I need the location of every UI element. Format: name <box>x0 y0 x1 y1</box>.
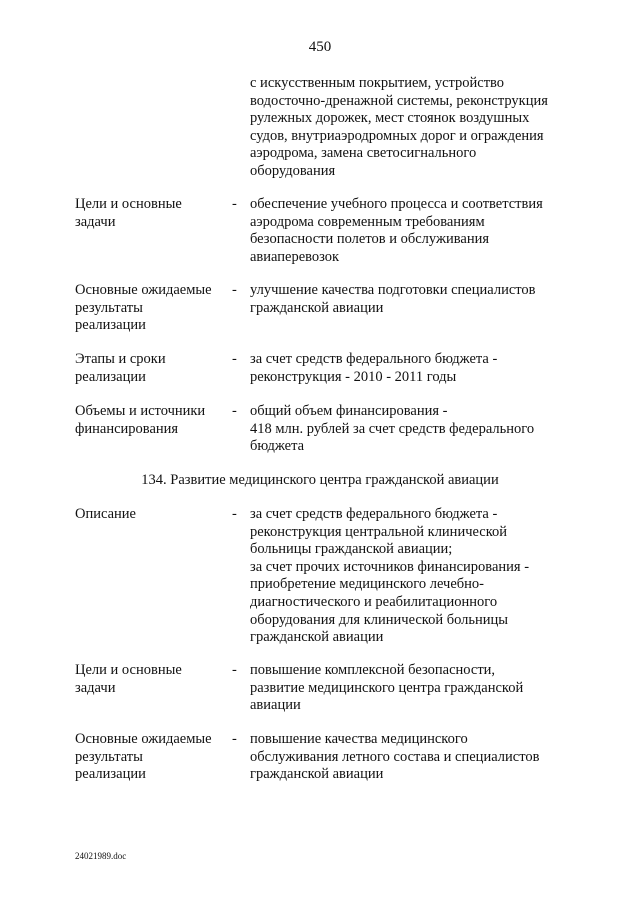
text-line: судов, внутриаэродромных дорог и ограждения <box>250 127 544 144</box>
row-dash: - <box>232 403 237 419</box>
row-label: Цели и основные задачи <box>75 662 182 696</box>
row-label: Основные ожидаемые результаты реализации <box>75 282 212 334</box>
row-value: за счет средств федерального бюджета - реконструкция центральной клинической больницы гражданской авиации; за счет прочих источников финансирования - приобретение медицинского лечебно- диагностического и реабилитационного оборудования для клинической больницы гражданской авиации <box>250 506 530 646</box>
row-value: улучшение качества подготовки специалистов гражданской авиации <box>250 282 536 316</box>
text-line: рулежных дорожек, мест стоянок воздушных <box>250 110 530 127</box>
row-dash: - <box>232 506 237 522</box>
row-dash: - <box>232 662 237 678</box>
row-value: за счет средств федерального бюджета - реконструкция - 2010 - 2011 годы <box>250 351 498 385</box>
section-heading: 134. Развитие медицинского центра гражданской авиации <box>141 472 499 488</box>
row-dash: - <box>232 351 237 367</box>
row-label: Цели и основные задачи <box>75 196 182 230</box>
row-value: общий объем финансирования - 418 млн. рублей за счет средств федерального бюджета <box>250 403 535 455</box>
text-line: с искусственным покрытием, устройство <box>250 75 505 91</box>
row-label: Описание <box>75 506 136 522</box>
row-value: повышение комплексной безопасности, развитие медицинского центра гражданской авиации <box>250 662 524 714</box>
row-dash: - <box>232 196 237 212</box>
continuation-text <box>250 75 548 181</box>
footer-filename: 24021989.doc <box>75 851 127 861</box>
text-line: водосточно-дренажной системы, реконструкция <box>250 92 548 109</box>
page-number: 450 <box>308 39 332 55</box>
text-line: аэродрома, замена светосигнального <box>250 145 477 162</box>
row-value: обеспечение учебного процесса и соответствия аэродрома современным требованиям безопасности полетов и обслуживания авиаперевозок <box>250 196 543 265</box>
row-label: Этапы и сроки реализации <box>75 351 166 385</box>
row-value: повышение качества медицинского обслуживания летного состава и специалистов гражданской авиации <box>250 731 540 783</box>
row-dash: - <box>232 282 237 298</box>
text-line: оборудования <box>250 162 336 179</box>
row-label: Основные ожидаемые результаты реализации <box>75 731 212 783</box>
row-label: Объемы и источники финансирования <box>75 403 206 437</box>
row-dash: - <box>232 731 237 747</box>
